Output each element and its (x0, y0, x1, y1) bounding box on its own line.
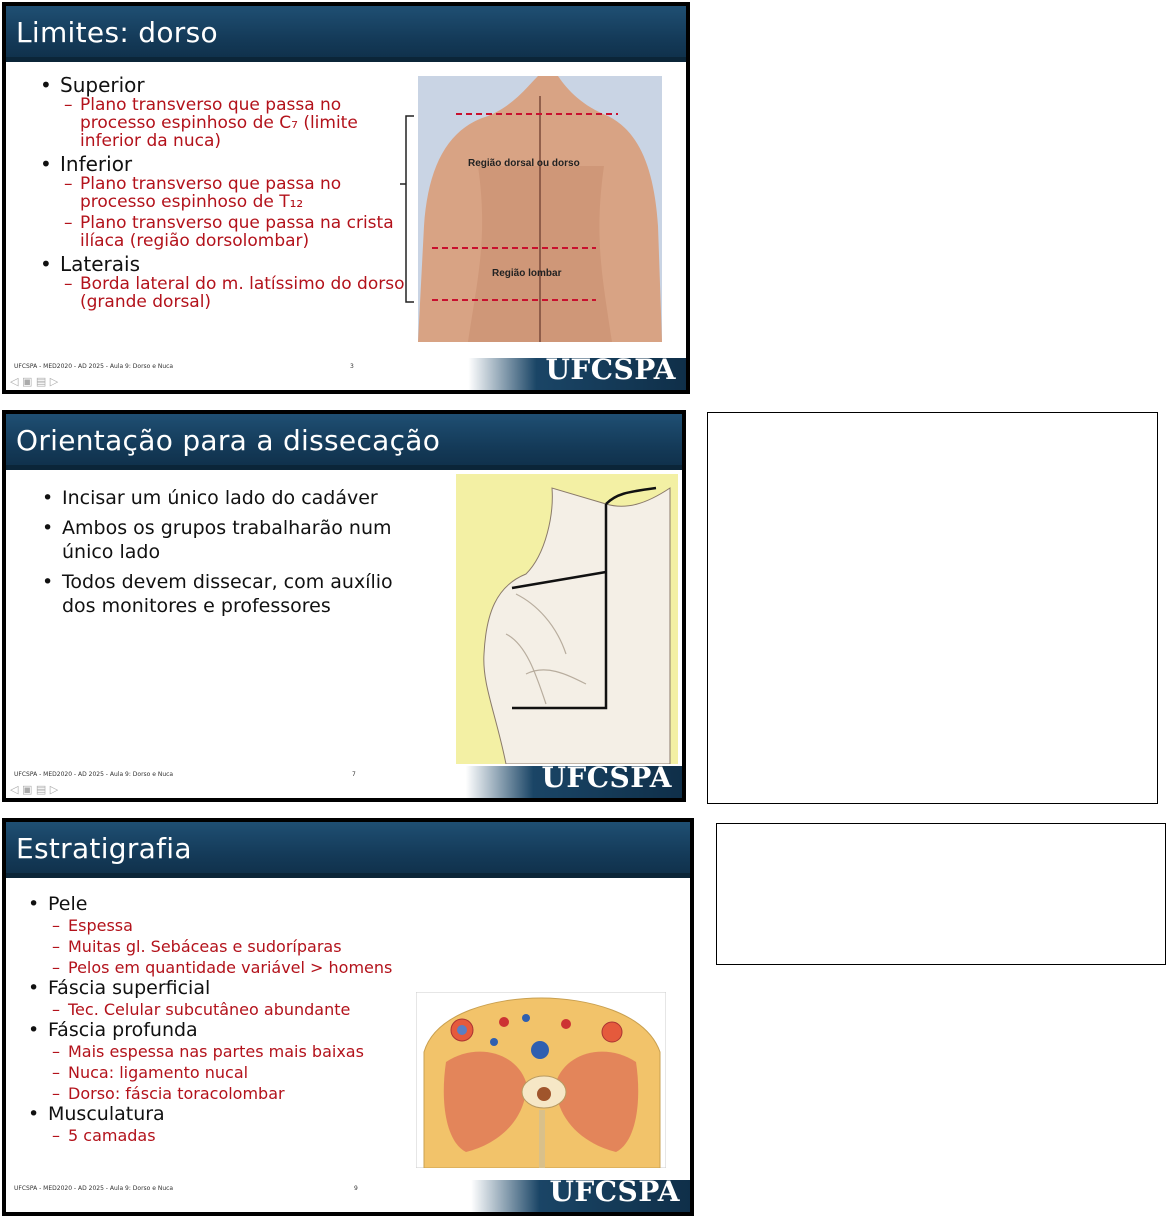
slide-body (28, 894, 428, 1146)
slide-footer-text: UFCSPA - MED2020 - AD 2025 - Aula 9: Dorso e Nuca (14, 1185, 174, 1192)
sub-bullet: – Tec. Celular subcutâneo abundante (52, 999, 428, 1020)
ufcspa-logo: UFCSPA (549, 1175, 680, 1208)
notes-box-3[interactable] (716, 823, 1166, 965)
slide-footer-text: UFCSPA - MED2020 - AD 2025 - Aula 9: Dorso e Nuca (14, 363, 174, 370)
bullet-fascia-superficial: • Fáscia superficial (28, 978, 428, 999)
bullet-item: • Incisar um único lado do cadáver (42, 486, 412, 510)
slide-nav-icons[interactable]: ◁ ▣ ▤ ▷ (10, 375, 59, 388)
slide-title-bar (6, 822, 690, 878)
slide-title-bar (6, 414, 682, 470)
slide-title: Estratigrafia (16, 832, 192, 865)
slide-body (42, 486, 412, 618)
sub-bullet: – Borda lateral do m. latíssimo do dorso (grande dorsal) (64, 275, 410, 311)
slide-nav-icons[interactable]: ◁ ▣ ▤ ▷ (10, 783, 59, 796)
bullet-musculatura: • Musculatura (28, 1104, 428, 1125)
sub-bullet: – Espessa (52, 915, 428, 936)
label-regiao-dorsal: Região dorsal ou dorso (468, 158, 580, 169)
sub-bullet: – Mais espessa nas partes mais baixas (52, 1041, 428, 1062)
slide-title-bar (6, 6, 686, 62)
ufcspa-logo: UFCSPA (541, 761, 672, 794)
slide-page-number: 9 (354, 1185, 358, 1192)
sub-bullet: – Plano transverso que passa no processo espinhoso de C₇ (limite inferior da nuca) (64, 96, 410, 150)
slide-2 (2, 410, 686, 802)
sub-bullet: – Plano transverso que passa na crista ilíaca (região dorsolombar) (64, 214, 410, 250)
back-anatomy-image (418, 76, 662, 342)
region-bracket (400, 114, 422, 304)
bullet-superior: • Superior (40, 74, 410, 96)
slide-body (40, 74, 410, 311)
notes-box-2[interactable] (707, 412, 1158, 804)
slide-title: Orientação para a dissecação (16, 424, 441, 457)
bullet-fascia-profunda: • Fáscia profunda (28, 1020, 428, 1041)
ufcspa-logo: UFCSPA (545, 353, 676, 386)
slide-page-number: 7 (352, 771, 356, 778)
slide-3 (2, 818, 694, 1216)
slide-1-canvas (6, 6, 686, 390)
bullet-laterais: • Laterais (40, 253, 410, 275)
sub-bullet: – Muitas gl. Sebáceas e sudoríparas (52, 936, 428, 957)
sub-bullet: – 5 camadas (52, 1125, 428, 1146)
dissection-incision-image (456, 474, 678, 764)
bullet-item: • Ambos os grupos trabalharão num único lado (42, 516, 412, 564)
sub-bullet: – Nuca: ligamento nucal (52, 1062, 428, 1083)
slide-page-number: 3 (350, 363, 354, 370)
slide-title: Limites: dorso (16, 16, 218, 49)
bullet-pele: • Pele (28, 894, 428, 915)
slide-1 (2, 2, 690, 394)
bullet-inferior: • Inferior (40, 153, 410, 175)
cross-section-image (416, 992, 666, 1168)
slide-2-canvas (6, 414, 682, 798)
slide-3-canvas (6, 822, 690, 1212)
bullet-item: • Todos devem dissecar, com auxílio dos monitores e professores (42, 570, 412, 618)
label-regiao-lombar: Região lombar (492, 268, 562, 279)
sub-bullet: – Pelos em quantidade variável > homens (52, 957, 428, 978)
slide-footer-text: UFCSPA - MED2020 - AD 2025 - Aula 9: Dorso e Nuca (14, 771, 174, 778)
sub-bullet: – Plano transverso que passa no processo espinhoso de T₁₂ (64, 175, 410, 211)
sub-bullet: – Dorso: fáscia toracolombar (52, 1083, 428, 1104)
